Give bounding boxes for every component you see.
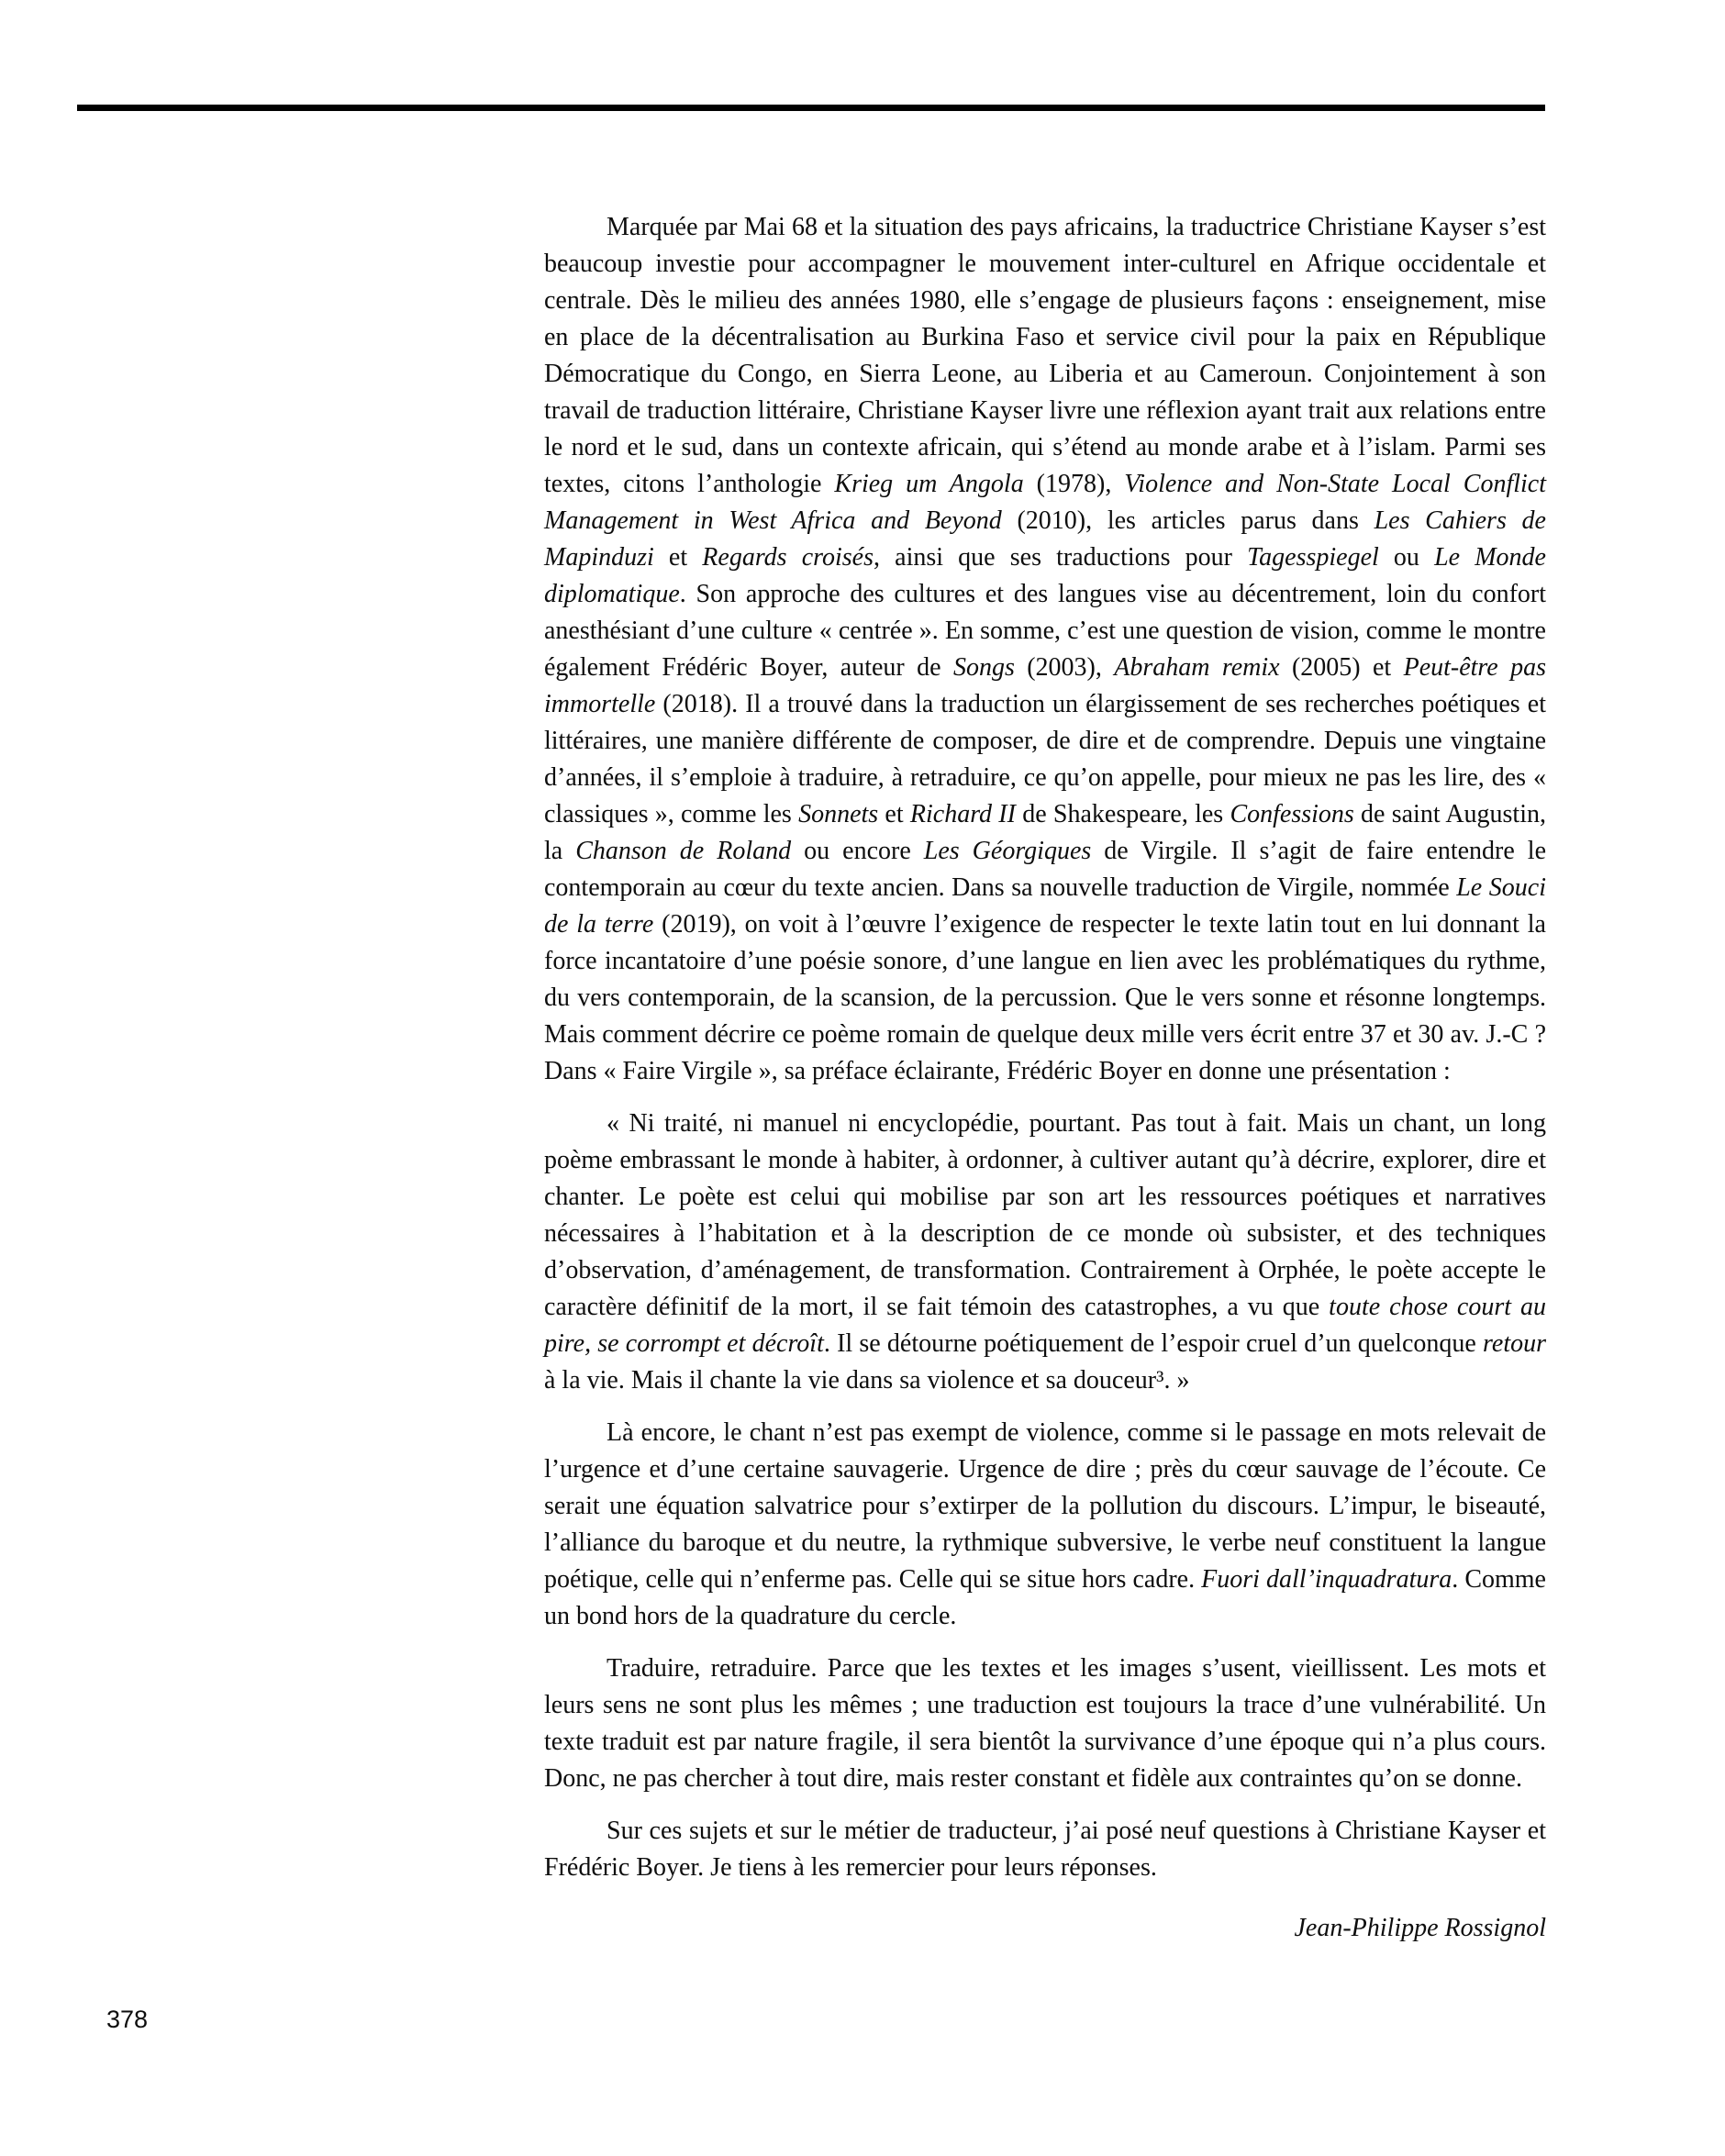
italic-text-run: Regards croisés [702, 543, 874, 572]
text-run: de saint Augustin, la [544, 800, 1546, 865]
italic-text-run: Le Souci de la terre [544, 873, 1546, 939]
italic-text-run: Chanson de Roland [575, 837, 792, 865]
intro-paragraph [544, 209, 1546, 1090]
text-run: (2010), les articles parus dans [1001, 506, 1374, 535]
text-run: à la vie. Mais il chante la vie dans sa violence et sa douceur³. » [544, 1366, 1190, 1395]
text-run: Marquée par Mai 68 et la situation des pays africains, la traductrice Christiane Kayser s’est beaucoup investie pour accompagner le mouvement inter-culturel en Afrique occidentale et centrale. Dès le milieu des années 1980, elle s’engage de plusieurs façons : enseignement, mise en place de la décentralisation au Burkina Faso et service civil pour la paix en République Démocratique du Congo, en Sierra Leone, au Liberia et au Cameroun. Conjointement à son travail de traduction littéraire, Christiane Kayser livre une réflexion ayant trait aux relations entre le nord et le sud, dans un contexte africain, qui s’étend au monde arabe et à l’islam. Parmi ses textes, citons l’anthologie [544, 213, 1546, 498]
italic-text-run: toute chose court au pire, se corrompt et décroît [544, 1293, 1547, 1358]
chant-violence-paragraph [544, 1415, 1546, 1635]
article-body [544, 209, 1546, 1947]
italic-text-run: Fuori dall’inquadratura [1201, 1565, 1452, 1594]
text-run: « Ni traité, ni manuel ni encyclopédie, pourtant. Pas tout à fait. Mais un chant, un long poème embrassant le monde à habiter, à ordonner, à cultiver autant qu’à décrire, explorer, dire et chanter. Le poète est celui qui mobilise par son art les ressources poétiques et narratives nécessaires à l’habitation et à la description de ce monde où subsister, et des techniques d’observation, d’aménagement, de transformation. Contrairement à Orphée, le poète accepte le caractère définitif de la mort, il se fait témoin des catastrophes, a vu que [544, 1109, 1546, 1321]
italic-text-run: Les Cahiers de Mapinduzi [544, 506, 1546, 572]
page-number: 378 [106, 2006, 149, 2033]
text-run: (2003), [1014, 653, 1115, 682]
italic-text-run: retour [1483, 1329, 1546, 1358]
text-run: (1978), [1023, 470, 1125, 498]
traduire-retraduire-paragraph [544, 1650, 1546, 1797]
text-run: ou encore [791, 837, 924, 865]
text-run: Sur ces sujets et sur le métier de traducteur, j’ai posé neuf questions à Christiane Kayser et Frédéric Boyer. Je tiens à les remercier pour leurs réponses. [544, 1817, 1546, 1882]
boyer-quote-paragraph [544, 1106, 1546, 1399]
text-run: . Comme un bond hors de la quadrature du cercle. [544, 1565, 1546, 1630]
text-run: (2018). Il a trouvé dans la traduction un élargissement de ses recherches poétiques et littéraires, une manière différente de composer, de dire et de comprendre. Depuis une vingtaine d’années, il s’emploie à traduire, à retraduire, ce qu’on appelle, pour mieux ne pas les lire, des « classiques », comme les [544, 690, 1546, 828]
italic-text-run: Abraham remix [1114, 653, 1280, 682]
text-run: . Il se détourne poétiquement de l’espoir cruel d’un quelconque [823, 1329, 1484, 1358]
italic-text-run: Le Monde diplomatique [544, 543, 1546, 608]
text-run: Traduire, retraduire. Parce que les textes et les images s’usent, vieillissent. Les mots et leurs sens ne sont plus les mêmes ; une traduction est toujours la trace d’une vulnérabilité. Un texte traduit est par nature fragile, il sera bientôt la survivance d’une époque qui n’a plus cours. Donc, ne pas chercher à tout dire, mais rester constant et fidèle aux contraintes qu’on se donne. [544, 1654, 1546, 1793]
italic-text-run: Violence and Non-State Local Conflict Management in West Africa and Beyond [544, 470, 1546, 535]
italic-text-run: Tagesspiegel [1247, 543, 1379, 572]
text-run: et [653, 543, 703, 572]
text-run: Là encore, le chant n’est pas exempt de violence, comme si le passage en mots relevait de l’urgence et d’une certaine sauvagerie. Urgence de dire ; près du cœur sauvage de l’écoute. Ce serait une équation salvatrice pour s’extirper de la pollution du discours. L’impur, le biseauté, l’alliance du baroque et du neutre, la rythmique subversive, le verbe neuf constituent la langue poétique, celle qui n’enferme pas. Celle qui se situe hors cadre. [544, 1418, 1546, 1594]
italic-text-run: Sonnets [798, 800, 879, 828]
author-signature: Jean-Philippe Rossignol [1294, 1914, 1546, 1942]
italic-text-run: Richard II [909, 800, 1016, 828]
text-run: ou [1378, 543, 1435, 572]
italic-text-run: Peut-être pas immortelle [544, 653, 1546, 718]
italic-text-run: Les Géorgiques [923, 837, 1092, 865]
text-run: de Shakespeare, les [1015, 800, 1230, 828]
italic-text-run: Krieg um Angola [834, 470, 1024, 498]
text-run: (2019), on voit à l’œuvre l’exigence de respecter le texte latin tout en lui donnant la force incantatoire d’une poésie sonore, d’une langue en lien avec les problématiques du rythme, du vers contemporain, de la scansion, de la percussion. Que le vers sonne et résonne longtemps. Mais comment décrire ce poème romain de quelque deux mille vers écrit entre 37 et 30 av. J.-C ? Dans « Faire Virgile », sa préface éclairante, Frédéric Boyer en donne une présentation : [544, 910, 1546, 1085]
text-run: de Virgile. Il s’agit de faire entendre le contemporain au cœur du texte ancien. Dans sa nouvelle traduction de Virgile, nommée [544, 837, 1546, 902]
italic-text-run: Confessions [1230, 800, 1354, 828]
header-rule [77, 105, 1545, 111]
text-run: . Son approche des cultures et des langues vise au décentrement, loin du confort anesthésiant d’une culture « centrée ». En somme, c’est une question de vision, comme le montre également Frédéric Boyer, auteur de [544, 580, 1546, 682]
neuf-questions-paragraph [544, 1813, 1546, 1886]
italic-text-run: Songs [952, 653, 1015, 682]
text-run: (2005) et [1279, 653, 1404, 682]
text-run: et [878, 800, 910, 828]
paragraphs-container [544, 209, 1546, 1886]
text-run: , ainsi que ses traductions pour [874, 543, 1248, 572]
